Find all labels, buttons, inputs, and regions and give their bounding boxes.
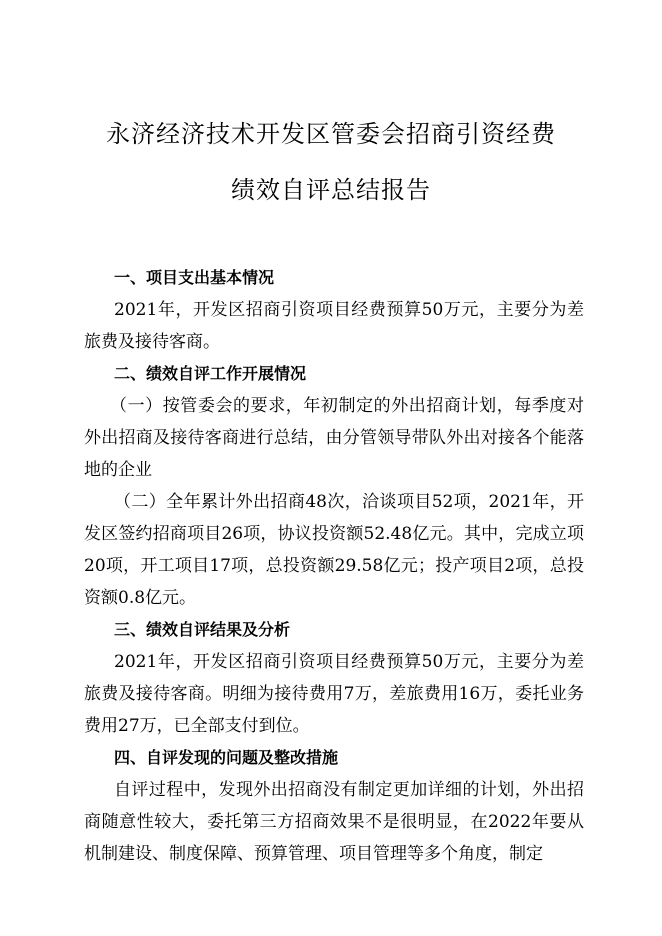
paragraph: （一）按管委会的要求，年初制定的外出招商计划，每季度对外出招商及接待客商进行总结，由分管领导带队外出对接各个能落地的企业 — [84, 396, 584, 480]
section-heading: 四、自评发现的问题及整改措施 — [114, 748, 339, 767]
section-2 — [84, 358, 584, 614]
document-title-line-1: 永济经济技术开发区管委会招商引资经费 — [106, 120, 556, 148]
section-heading: 二、绩效自评工作开展情况 — [114, 364, 307, 383]
section-heading: 三、绩效自评结果及分析 — [114, 620, 291, 639]
section-4 — [84, 742, 584, 870]
paragraph: 2021年，开发区招商引资项目经费预算50万元，主要分为差旅费及接待客商。明细为接待费用7万，差旅费用16万，委托业务费用27万，已全部支付到位。 — [84, 652, 584, 736]
paragraph: 自评过程中，发现外出招商没有制定更加详细的计划，外出招商随意性较大，委托第三方招商效果不是很明显，在2022年要从机制建设、制度保障、预算管理、项目管理等多个角度，制定 — [84, 780, 584, 864]
paragraph: （二）全年累计外出招商48次，洽谈项目52项，2021年，开发区签约招商项目26项，协议投资额52.48亿元。其中，完成立项20项，开工项目17项，总投资额29.58亿元；投产项目2项，总投资额0.8亿元。 — [84, 492, 584, 608]
section-3 — [84, 614, 584, 742]
document-title-line-2: 绩效自评总结报告 — [231, 176, 431, 204]
section-1 — [84, 262, 584, 358]
paragraph: 2021年，开发区招商引资项目经费预算50万元，主要分为差旅费及接待客商。 — [84, 300, 584, 352]
document-body — [84, 262, 584, 870]
section-heading: 一、项目支出基本情况 — [114, 268, 275, 287]
